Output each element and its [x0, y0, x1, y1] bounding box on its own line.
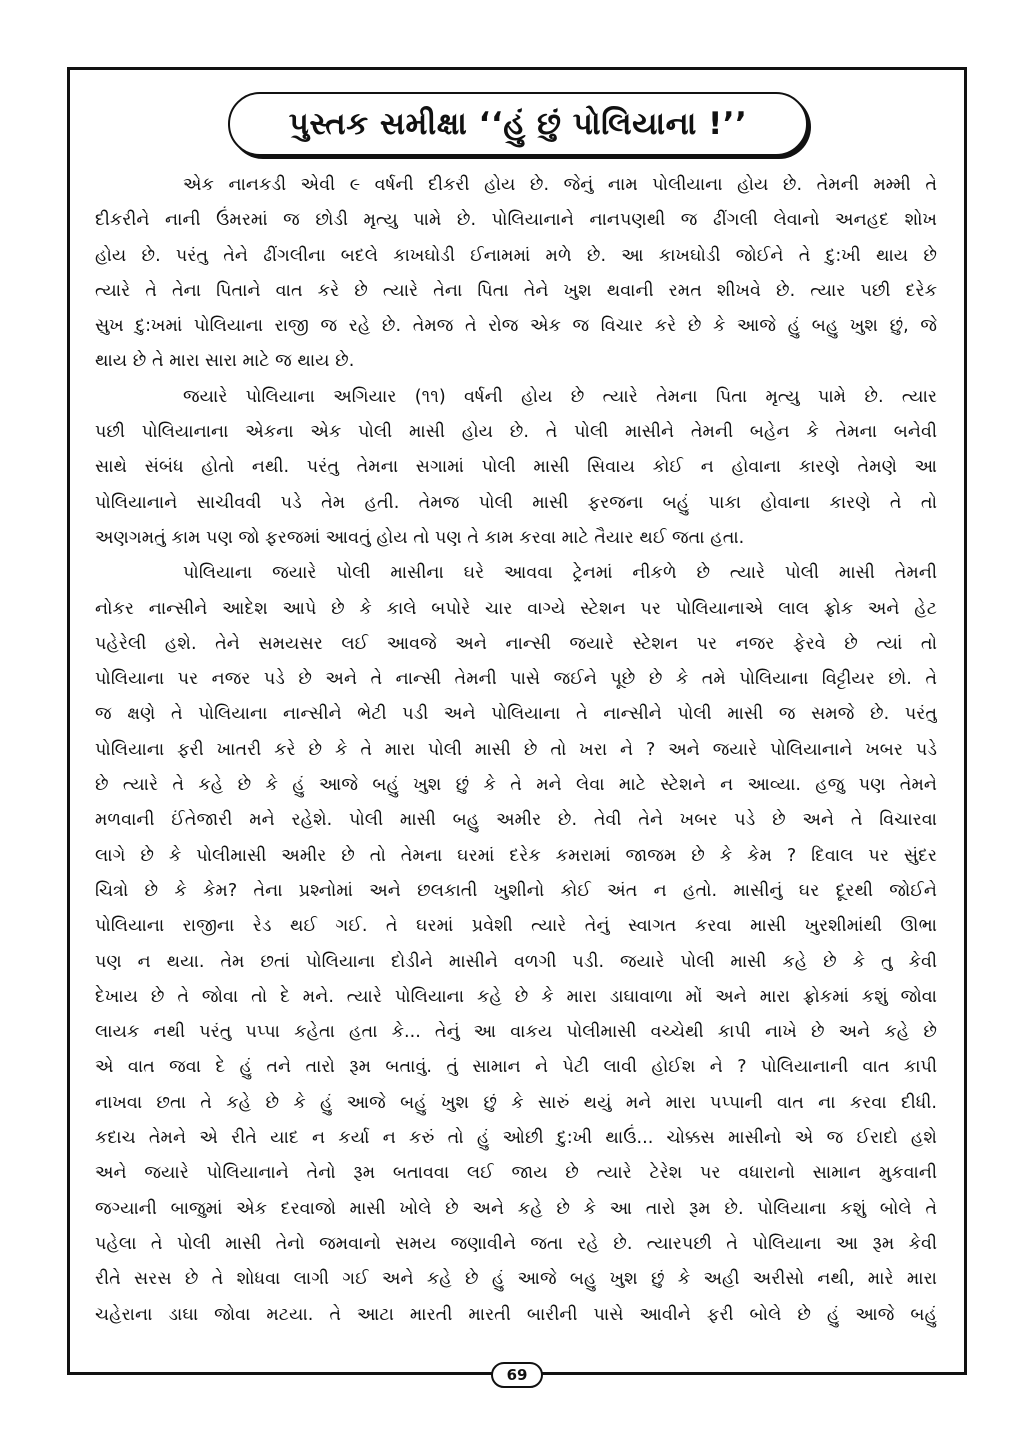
text-line: પોલિયાનાને સાચીવવી પડે તેમ હતી. તેમજ પોલી માસી ફરજના બહું પાકા હોવાના કારણે તે તો: [95, 492, 937, 513]
text-line: લાયક નથી પરંતુ પપ્પા કહેતા હતા કે... તેનું આ વાકય પોલીમાસી વચ્ચેથી કાપી નાખે છે અને કહે છે: [95, 1022, 937, 1043]
text-line: થાય છે તે મારા સારા માટે જ થાય છે.: [95, 351, 355, 372]
text-line: સાથે સંબંધ હોતો નથી. પરંતુ તેમના સગામાં પોલી માસી સિવાય કોઈ ન હોવાના કારણે તેમણે આ: [95, 457, 937, 478]
page-number-badge: [491, 1362, 543, 1388]
text-line: પોલિયાના જયારે પોલી માસીના ઘરે આવવા ટ્રેનમાં નીકળે છે ત્યારે પોલી માસી તેમની: [183, 563, 937, 584]
text-line: ત્યારે તે તેના પિતાને વાત કરે છે ત્યારે તેના પિતા તેને ખુશ થવાની રમત શીખવે છે. ત્યાર પછી દરેક: [95, 280, 937, 301]
text-line: જગ્યાની બાજુમાં એક દરવાજો માસી ખોલે છે અને કહે છે કે આ તારો રૂમ છે. પોલિયાના કશું બોલે તે: [95, 1198, 937, 1219]
text-line: પહેરેલી હશે. તેને સમયસર લઈ આવજે અને નાન્સી જયારે સ્ટેશન પર નજર ફેરવે છે ત્યાં તો: [95, 633, 937, 654]
text-line: છે ત્યારે તે કહે છે કે હું આજે બહું ખુશ છું કે તે મને લેવા માટે સ્ટેશને ન આવ્યા. હજુ પણ તેમને: [95, 775, 937, 796]
text-line: મળવાની ઈંતેજારી મને રહેશે. પોલી માસી બહુ અમીર છે. તેવી તેને ખબર પડે છે અને તે વિચારવા: [95, 810, 937, 831]
text-line: સુખ દુ:ખમાં પોલિયાના રાજી જ રહે છે. તેમજ તે રોજ એક જ વિચાર કરે છે કે આજે હું બહુ ખુશ છું, જે: [95, 316, 937, 337]
article-body: [95, 168, 937, 1333]
text-line: પણ ન થયા. તેમ છતાં પોલિયાના દોડીને માસીને વળગી પડી. જયારે પોલી માસી કહે છે કે તુ કેવી: [95, 951, 937, 972]
text-line: એ વાત જવા દે હું તને તારો રૂમ બતાવું. તું સામાન ને પેટી લાવી હોઈશ ને ? પોલિયાનાની વાત કાપી: [95, 1057, 937, 1078]
text-line: પોલિયાના ફરી ખાતરી કરે છે કે તે મારા પોલી માસી છે તો ખરા ને ? અને જયારે પોલિયાનાને ખબર પડે: [95, 739, 937, 760]
text-line: નોકર નાન્સીને આદેશ આપે છે કે કાલે બપોરે ચાર વાગ્યે સ્ટેશન પર પોલિયાનાએ લાલ ફ્રોક અને હેટ: [95, 598, 937, 619]
text-line: જ ક્ષણે તે પોલિયાના નાન્સીને ભેટી પડી અને પોલિયાના તે નાન્સીને પોલી માસી જ સમજે છે. પરંતુ: [95, 704, 937, 725]
text-line: જયારે પોલિયાના અગિયાર (૧૧) વર્ષની હોય છે ત્યારે તેમના પિતા મૃત્યુ પામે છે. ત્યાર: [183, 386, 937, 407]
text-line: રીતે સરસ છે તે શોધવા લાગી ગઈ અને કહે છે હું આજે બહુ ખુશ છું કે અહી અરીસો નથી, મારે મારા: [95, 1269, 937, 1290]
text-line: દેખાય છે તે જોવા તો દે મને. ત્યારે પોલિયાના કહે છે કે મારા ડાઘાવાળા મોં અને મારા ફ્રોકમાં કશું જોવા: [95, 986, 937, 1007]
page-title: પુસ્તક સમીક્ષા ‘‘હું છું પોલિયાના !’’: [288, 105, 748, 142]
text-line: પોલિયાના રાજીના રેડ થઈ ગઈ. તે ઘરમાં પ્રવેશી ત્યારે તેનું સ્વાગત કરવા માસી ખુરશીમાંથી ઊભા: [95, 916, 937, 937]
text-line: કદાચ તેમને એ રીતે યાદ ન કર્યા ન કરું તો હું ઓછી દુ:ખી થાઉં... ચોક્કસ માસીનો એ જ ઈરાદો હશે: [95, 1128, 937, 1149]
text-line: ચિત્રો છે કે કેમ? તેના પ્રશ્નોમાં અને છલકાતી ખુશીનો કોઈ અંત ન હતો. માસીનું ઘર દૂરથી જોઈને: [95, 880, 937, 901]
text-line: અણગમતું કામ પણ જો ફરજમાં આવતું હોય તો પણ તે કામ કરવા માટે તૈયાર થઈ જતા હતા.: [95, 527, 745, 548]
text-line: પોલિયાના પર નજર પડે છે અને તે નાન્સી તેમની પાસે જઈને પૂછે છે કે તમે પોલિયાના વિટ્ટીયર છો. તે: [95, 669, 937, 690]
page-number: 69: [506, 1366, 528, 1384]
text-line: એક નાનકડી એવી ૯ વર્ષની દીકરી હોય છે. જેનું નામ પોલીયાના હોય છે. તેમની મમ્મી તે: [183, 175, 937, 195]
title-banner: [228, 92, 808, 156]
text-line: પછી પોલિયાનાના એકના એક પોલી માસી હોય છે. તે પોલી માસીને તેમની બહેન કે તેમના બનેવી: [95, 422, 937, 443]
text-line: ચહેરાના ડાઘા જોવા મટયા. તે આટા મારતી મારતી બારીની પાસે આવીને ફરી બોલે છે હું આજે બહું: [95, 1304, 937, 1325]
text-line: પહેલા તે પોલી માસી તેનો જમવાનો સમય જણાવીને જતા રહે છે. ત્યારપછી તે પોલિયાના આ રૂમ કેવી: [95, 1233, 937, 1254]
text-line: અને જયારે પોલિયાનાને તેનો રૂમ બતાવવા લઈ જાય છે ત્યારે ટેરેશ પર વધારાનો સામાન મુકવાની: [95, 1163, 937, 1184]
text-line: લાગે છે કે પોલીમાસી અમીર છે તો તેમના ઘરમાં દરેક કમરામાં જાજમ છે કે કેમ ? દિવાલ પર સુંદર: [95, 845, 937, 866]
text-line: દીકરીને નાની ઉંમરમાં જ છોડી મૃત્યુ પામે છે. પોલિયાનાને નાનપણથી જ ઢીંગલી લેવાનો અનહદ શોખ: [95, 210, 937, 231]
text-line: નાખવા છતા તે કહે છે કે હું આજે બહું ખુશ છું કે સારું થયું મને મારા પપ્પાની વાત ના કરવા દીધી.: [95, 1092, 937, 1113]
text-line: હોય છે. પરંતુ તેને ઢીંગલીના બદલે કાખઘોડી ઈનામમાં મળે છે. આ કાખઘોડી જોઈને તે દુ:ખી થાય છે: [95, 245, 937, 266]
